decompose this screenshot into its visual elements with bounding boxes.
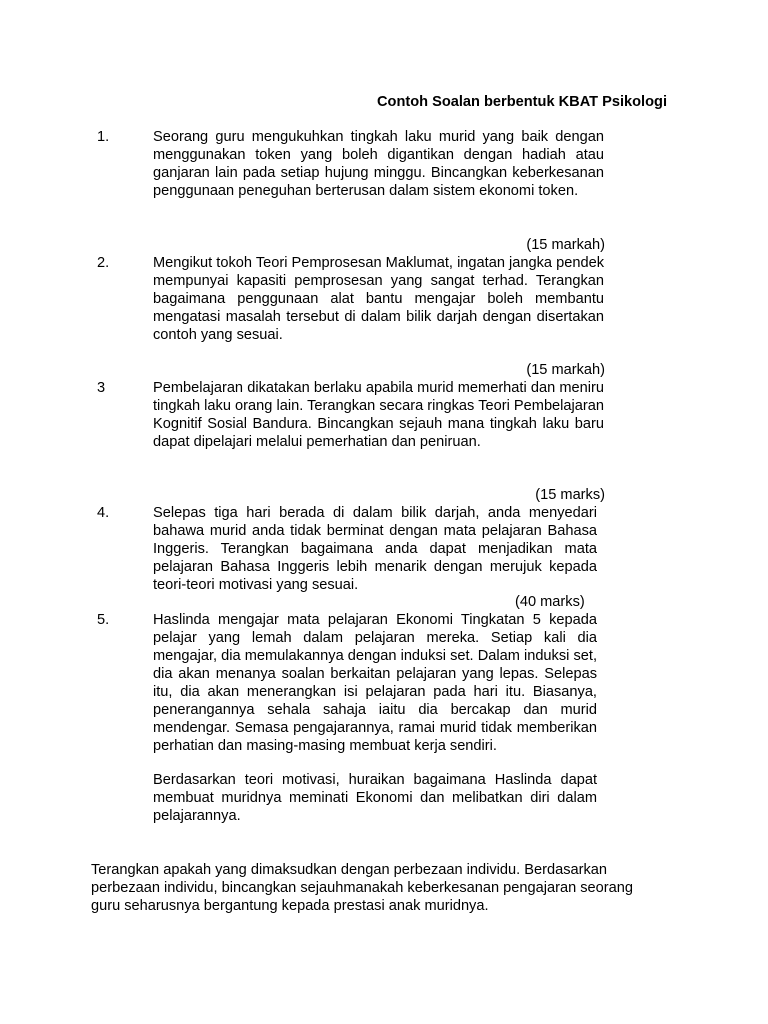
- question-3-marks: (15 marks): [535, 487, 605, 503]
- question-5-text: Haslinda mengajar mata pelajaran Ekonomi Tingkatan 5 kepada pelajar yang lemah dalam pelajaran mereka. Setiap kali dia mengajar, dia memulakannya dengan induksi set. Dalam induksi set, dia akan menanya soalan berkaitan pelajaran yang lepas. Selepas itu, dia akan menerangkan isi pelajaran pada hari itu. Biasanya, penerangannya sehala sahaja iaitu dia bercakap dan murid mendengar. Semasa pengajarannya, ramai murid tidak memberikan perhatian dan masing-masing membuat kerja sendiri.: [153, 612, 597, 754]
- document-title: Contoh Soalan berbentuk KBAT Psikologi: [377, 94, 667, 110]
- question-2-text: Mengikut tokoh Teori Pemprosesan Maklumat, ingatan jangka pendek mempunyai kapasiti pemprosesan yang sangat terhad. Terangkan bagaimana penggunaan alat bantu mengajar boleh membantu mengatasi masalah tersebut di dalam bilik darjah dengan disertakan contoh yang sesuai.: [153, 255, 604, 343]
- question-5-followup: Berdasarkan teori motivasi, huraikan bagaimana Haslinda dapat membuat muridnya meminati Ekonomi dan melibatkan diri dalam pelajarannya.: [153, 772, 597, 824]
- question-4-number: 4.: [97, 505, 110, 521]
- question-1-text: Seorang guru mengukuhkan tingkah laku murid yang baik dengan menggunakan token yang boleh digantikan dengan hadiah atau ganjaran lain pada setiap hujung minggu. Bincangkan keberkesanan penggunaan peneguhan berterusan dalam sistem ekonomi token.: [153, 129, 604, 199]
- question-3-number: 3: [97, 380, 106, 396]
- question-1-number: 1.: [97, 129, 110, 145]
- question-3-text: Pembelajaran dikatakan berlaku apabila murid memerhati dan meniru tingkah laku orang lain. Terangkan secara ringkas Teori Pembelajaran Kognitif Sosial Bandura. Bincangkan sejauh mana tingkah laku baru dapat dipelajari melalui pemerhatian dan peniruan.: [153, 380, 604, 450]
- question-1-marks: (15 markah): [526, 237, 605, 253]
- question-2-marks: (15 markah): [526, 362, 605, 378]
- question-2-number: 2.: [97, 255, 110, 271]
- question-4-text: Selepas tiga hari berada di dalam bilik darjah, anda menyedari bahawa murid anda tidak berminat dengan mata pelajaran Bahasa Inggeris. Terangkan bagaimana anda dapat menjadikan mata pelajaran Bahasa Inggeris lebih menarik dengan merujuk kepada teori-teori motivasi yang sesuai.: [153, 505, 597, 593]
- question-4-marks: (40 marks): [515, 594, 585, 610]
- question-5-number: 5.: [97, 612, 110, 628]
- closing-question: Terangkan apakah yang dimaksudkan dengan perbezaan individu. Berdasarkan perbezaan individu, bincangkan sejauhmanakah keberkesanan pengajaran seorang guru seharusnya bergantung kepada prestasi anak muridnya.: [91, 862, 633, 914]
